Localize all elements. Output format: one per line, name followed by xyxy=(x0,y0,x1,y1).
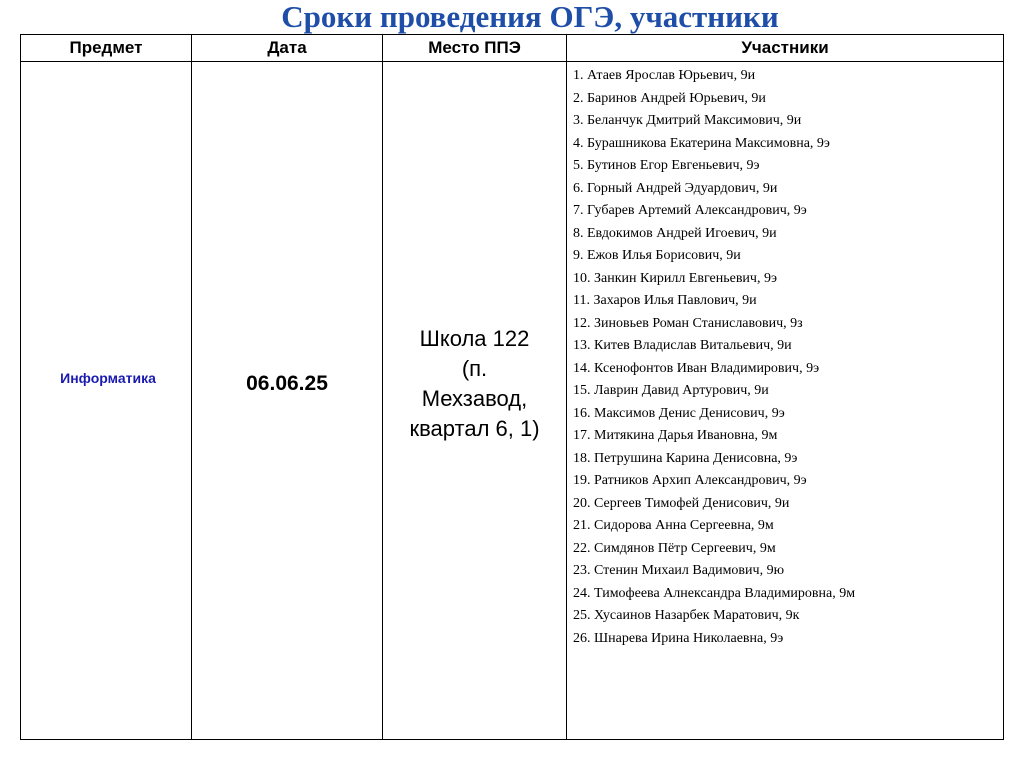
header-participants: Участники xyxy=(741,38,829,57)
place-cell xyxy=(383,61,566,739)
table-header-row xyxy=(21,35,1003,62)
participant-item: 13. Китев Владислав Витальевич, 9и xyxy=(573,338,792,353)
participant-item: 22. Симдянов Пётр Сергеевич, 9м xyxy=(573,540,776,556)
header-place: Место ППЭ xyxy=(428,38,521,57)
participant-item: 17. Митякина Дарья Ивановна, 9м xyxy=(573,428,778,443)
participant-item: 25. Хусаинов Назарбек Маратович, 9к xyxy=(573,608,800,623)
participant-item: 9. Ежов Илья Борисович, 9и xyxy=(573,248,741,263)
participant-item: 3. Беланчук Дмитрий Максимович, 9и xyxy=(573,113,802,128)
participant-item: 19. Ратников Архип Александрович, 9э xyxy=(573,473,807,488)
participant-item: 18. Петрушина Карина Денисовна, 9э xyxy=(573,450,798,466)
participant-item: 1. Атаев Ярослав Юрьевич, 9и xyxy=(573,68,756,83)
participant-item: 6. Горный Андрей Эдуардович, 9и xyxy=(573,180,778,196)
participant-item: 5. Бутинов Егор Евгеньевич, 9э xyxy=(573,158,760,173)
header-subject: Предмет xyxy=(69,38,143,57)
participant-item: 20. Сергеев Тимофей Денисович, 9и xyxy=(573,495,790,511)
participant-item: 8. Евдокимов Андрей Игоевич, 9и xyxy=(573,225,777,241)
exam-date: 06.06.25 xyxy=(246,372,328,395)
date-cell xyxy=(192,61,382,739)
participants-cell xyxy=(567,61,1003,739)
participant-item: 11. Захаров Илья Павлович, 9и xyxy=(573,293,757,308)
page-title: Сроки проведения ОГЭ, участники xyxy=(281,0,779,34)
schedule-table xyxy=(20,34,1004,740)
participant-item: 15. Лаврин Давид Артурович, 9и xyxy=(573,383,769,398)
participant-item: 21. Сидорова Анна Сергеевна, 9м xyxy=(573,518,774,533)
participant-list xyxy=(567,61,1003,650)
participant-item: 4. Бурашникова Екатерина Максимовна, 9э xyxy=(573,135,830,151)
exam-place: Школа 122 (п. Мехзавод, квартал 6, 1) xyxy=(409,326,540,441)
participant-item: 10. Занкин Кирилл Евгеньевич, 9э xyxy=(573,270,777,286)
participant-item: 23. Стенин Михаил Вадимович, 9ю xyxy=(573,563,785,578)
participant-item: 12. Зиновьев Роман Станиславович, 9з xyxy=(573,315,803,331)
participant-item: 7. Губарев Артемий Александрович, 9э xyxy=(573,203,807,218)
header-date: Дата xyxy=(267,38,307,57)
participant-item: 14. Ксенофонтов Иван Владимирович, 9э xyxy=(573,360,820,376)
participant-item: 26. Шнарева Ирина Николаевна, 9э xyxy=(573,630,784,646)
subject-cell xyxy=(21,61,191,739)
participant-item: 24. Тимофеева Алнександра Владимировна, 9м xyxy=(573,585,856,601)
participant-item: 2. Баринов Андрей Юрьевич, 9и xyxy=(573,90,766,106)
participant-item: 16. Максимов Денис Денисович, 9э xyxy=(573,405,785,421)
subject-name: Информатика xyxy=(60,370,156,386)
